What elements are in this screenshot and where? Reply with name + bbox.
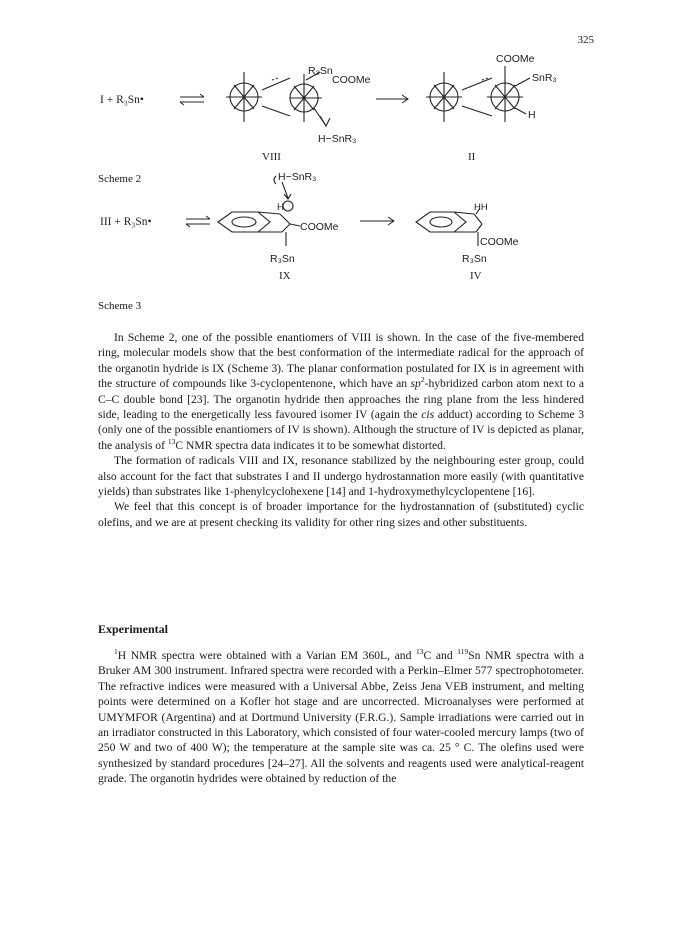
scheme3-product-ester: COOMe bbox=[480, 236, 519, 248]
scheme2-product-h: H bbox=[528, 109, 536, 121]
paragraph-3: We feel that this concept is of broader importance for the hydrostannation of (substituted) cyclic olefins, and we are at present checking its validity for other ring sizes and other substituents. bbox=[98, 500, 584, 529]
scheme3-h-circle: H bbox=[277, 202, 284, 213]
scheme2-ester-top: COOMe bbox=[332, 74, 371, 86]
scheme3-reactant: III + R₃Sn• bbox=[100, 216, 152, 228]
scheme2-hydride: H−SnR₃ bbox=[318, 133, 357, 145]
scheme2-tin-substituent: R₃Sn bbox=[308, 65, 333, 77]
scheme2-product-structure bbox=[426, 66, 530, 122]
scheme2-product-tin: SnR₃ bbox=[532, 72, 557, 84]
scheme3-caption: Scheme 3 bbox=[98, 300, 142, 312]
paragraph-1: In Scheme 2, one of the possible enantiomers of VIII is shown. In the case of the five-membered ring, molecular models show that the best conformation of the intermediate radical for the approach of the organotin hydride is IX (Scheme 3). The planar conformation postulated for IX is in agreement with the structure of compounds like 3-cyclopentenone, which have an $sp^2$-hybridized carbon atom next to a C–C double bond [23]. The organotin hydride then approaches the ring plane from the less hindered side, leading to the energetically less favoured isomer IV (again the cis adduct) according to Scheme 3 (only one of the possible enantiomers of IV is shown). Although the structure of IV is depicted as planar, the analysis of $^{13}$C NMR spectra data indicates it to be somewhat distorted. bbox=[98, 331, 584, 452]
page-number: 325 bbox=[577, 34, 594, 46]
reaction-schemes bbox=[0, 0, 680, 320]
scheme2-equilibrium-arrow bbox=[180, 94, 204, 105]
scheme3-tin-group: R₃Sn bbox=[270, 253, 295, 265]
scheme3-product-structure bbox=[416, 208, 482, 246]
scheme2-product-ester: COOMe bbox=[496, 53, 535, 65]
experimental-text bbox=[98, 648, 584, 787]
scheme2-intermediate-label: VIII bbox=[262, 151, 281, 163]
scheme3-forward-arrow bbox=[360, 217, 394, 225]
discussion-text bbox=[98, 330, 584, 530]
scheme3-equilibrium-arrow bbox=[186, 216, 210, 227]
scheme2-intermediate-structure bbox=[226, 72, 330, 126]
scheme2-product-label: II bbox=[468, 151, 476, 163]
scheme3-product-label: IV bbox=[470, 270, 482, 282]
scheme3-product-hh: HH bbox=[474, 202, 488, 213]
scheme3-intermediate-structure bbox=[218, 176, 300, 246]
scheme3-hydride: H−SnR₃ bbox=[278, 171, 317, 183]
scheme3-ester: COOMe bbox=[300, 221, 339, 233]
scheme3-product-tin: R₃Sn bbox=[462, 253, 487, 265]
paragraph-4: $^1$H NMR spectra were obtained with a Varian EM 360L, and $^{13}$C and $^{119}$Sn NMR spectra with a Bruker AM 300 instrument. Infrared spectra were recorded with a Perkin–Elmer 577 spectrophotometer. The refractive indices were measured with a Universal Abbe, Zeiss Jena VEB instrument, and melting points were determined on a Kofler hot stage and are uncorrected. Microanalyses were performed at UMYMFOR (Argentina) and at Dortmund University (F.R.G.). Sample irradiations were carried out in an irradiator constructed in this Laboratory, which consisted of four water-cooled mercury lamps (two of 250 W and two of 400 W); the temperature at the sample site was ca. 25 ° C. The olefins used were synthesized by standard procedures [24–27]. All the solvents and reagents used were analytical-reagent grade. The organotin hydrides were obtained by reduction of the bbox=[98, 647, 584, 786]
scheme3-intermediate-label: IX bbox=[279, 270, 291, 282]
scheme2-caption: Scheme 2 bbox=[98, 173, 142, 185]
section-heading-experimental: Experimental bbox=[98, 622, 168, 636]
scheme2-reactant: I + R₃Sn• bbox=[100, 94, 144, 106]
paragraph-2: The formation of radicals VIII and IX, resonance stabilized by the neighbouring ester group, could also account for the fact that substrates I and II undergo hydrostannation more easily (with quantitative yields) than substrates like 1-phenylcyclohexene [14] and 1-hydroxymethylcyclopentene [16]. bbox=[98, 454, 584, 499]
scheme2-forward-arrow bbox=[376, 95, 408, 103]
